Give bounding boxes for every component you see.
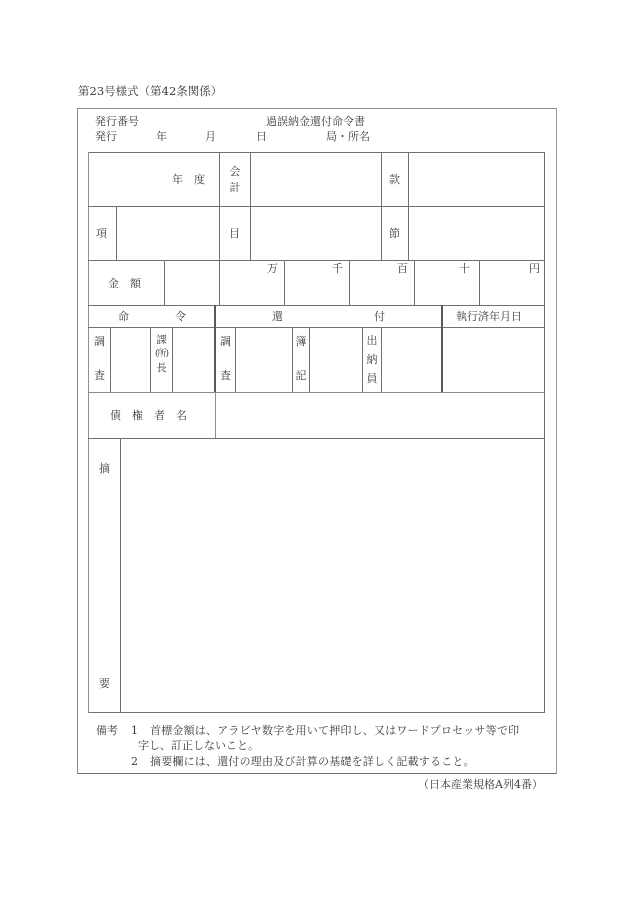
- label-char: 納: [366, 353, 378, 366]
- section-label: 款: [389, 173, 400, 186]
- amount-label: 金 額: [108, 277, 141, 290]
- note-1-number: 1: [131, 724, 138, 737]
- refund-header-right: 付: [374, 310, 385, 323]
- document-title: 過誤納金還付命令書: [266, 115, 365, 128]
- summary-label-bottom: 要: [99, 677, 110, 690]
- note-1-line2: 字し、訂正しないこと。: [138, 739, 259, 752]
- amount-field-yen[interactable]: [480, 261, 544, 305]
- row-divider: [88, 305, 545, 306]
- refund-investigation-label: [216, 334, 235, 384]
- detail-field[interactable]: [409, 207, 544, 260]
- detail-label: 節: [389, 227, 400, 240]
- order-investigation-stamp[interactable]: [111, 328, 150, 392]
- creditor-name-label: 債 権 者 名: [110, 409, 187, 422]
- note-2-line1: 摘要欄には、還付の理由及び計算の基礎を詳しく記載すること。: [150, 755, 475, 768]
- label-char: 出: [366, 334, 378, 347]
- order-header-right: 令: [175, 310, 186, 323]
- label-char: 調: [220, 335, 231, 348]
- day-label: 日: [256, 130, 267, 143]
- section-chief-label: [151, 333, 172, 375]
- refund-header-left: 還: [272, 310, 283, 323]
- table-left-border: [88, 152, 89, 713]
- issue-label: 発行: [95, 130, 117, 143]
- unit-hyaku: 百: [397, 262, 408, 275]
- label-char: 課: [156, 334, 167, 346]
- issue-number-label: 発行番号: [95, 115, 139, 128]
- account-label-top: 会: [229, 165, 241, 178]
- paper-size-note: （日本産業規格A列4番）: [418, 778, 543, 791]
- item-label: 項: [96, 227, 107, 240]
- amount-field-man[interactable]: [220, 261, 284, 305]
- label-char: 簿: [295, 335, 307, 348]
- amount-field-sen[interactable]: [285, 261, 349, 305]
- fiscal-year-label: 年 度: [172, 173, 205, 186]
- summary-label-top: 摘: [99, 462, 110, 475]
- cashier-stamp[interactable]: [382, 328, 441, 392]
- note-2-number: 2: [131, 755, 138, 768]
- table-bottom-border: [88, 712, 545, 713]
- unit-man: 万: [267, 262, 278, 275]
- amount-field-hyaku[interactable]: [350, 261, 414, 305]
- executed-date-field[interactable]: [443, 328, 544, 392]
- order-investigation-label: [89, 334, 110, 384]
- creditor-name-field[interactable]: [216, 393, 544, 438]
- unit-yen: 円: [529, 262, 540, 275]
- office-label: 局・所名: [326, 130, 370, 143]
- label-char: 員: [366, 372, 378, 385]
- order-header-left: 命: [118, 310, 129, 323]
- unit-juu: 十: [459, 262, 470, 275]
- col-divider: [381, 152, 382, 260]
- label-char: 査: [94, 369, 105, 382]
- label-char: 記: [295, 369, 307, 382]
- cashier-label: [363, 331, 381, 388]
- executed-date-header: 執行済年月日: [456, 310, 522, 323]
- section-chief-stamp[interactable]: [173, 328, 214, 392]
- label-char: 査: [220, 369, 231, 382]
- refund-investigation-stamp[interactable]: [236, 328, 292, 392]
- bookkeeping-stamp[interactable]: [310, 328, 362, 392]
- amount-field-top-digit[interactable]: [165, 261, 219, 305]
- bookkeeping-label: [293, 334, 309, 384]
- account-label: [220, 164, 250, 196]
- account-field[interactable]: [251, 153, 381, 206]
- label-char: (所): [154, 349, 169, 359]
- note-1-line1: 首標金額は、アラビヤ数字を用いて押印し、又はワードプロセッサ等で印: [150, 724, 520, 737]
- item-field[interactable]: [117, 207, 219, 260]
- amount-field-juu[interactable]: [415, 261, 479, 305]
- table-right-border: [544, 152, 545, 713]
- account-label-bottom: 計: [229, 181, 241, 194]
- notes-label: 備考: [96, 724, 118, 737]
- month-label: 月: [205, 130, 216, 143]
- section-field[interactable]: [409, 153, 544, 206]
- form-number: 第23号様式（第42条関係）: [78, 84, 223, 98]
- subitem-field[interactable]: [251, 207, 381, 260]
- unit-sen: 千: [332, 262, 343, 275]
- label-char: 長: [156, 362, 167, 374]
- label-char: 調: [94, 335, 105, 348]
- year-label: 年: [156, 130, 167, 143]
- subitem-label: 目: [229, 227, 240, 240]
- summary-field[interactable]: [121, 439, 544, 712]
